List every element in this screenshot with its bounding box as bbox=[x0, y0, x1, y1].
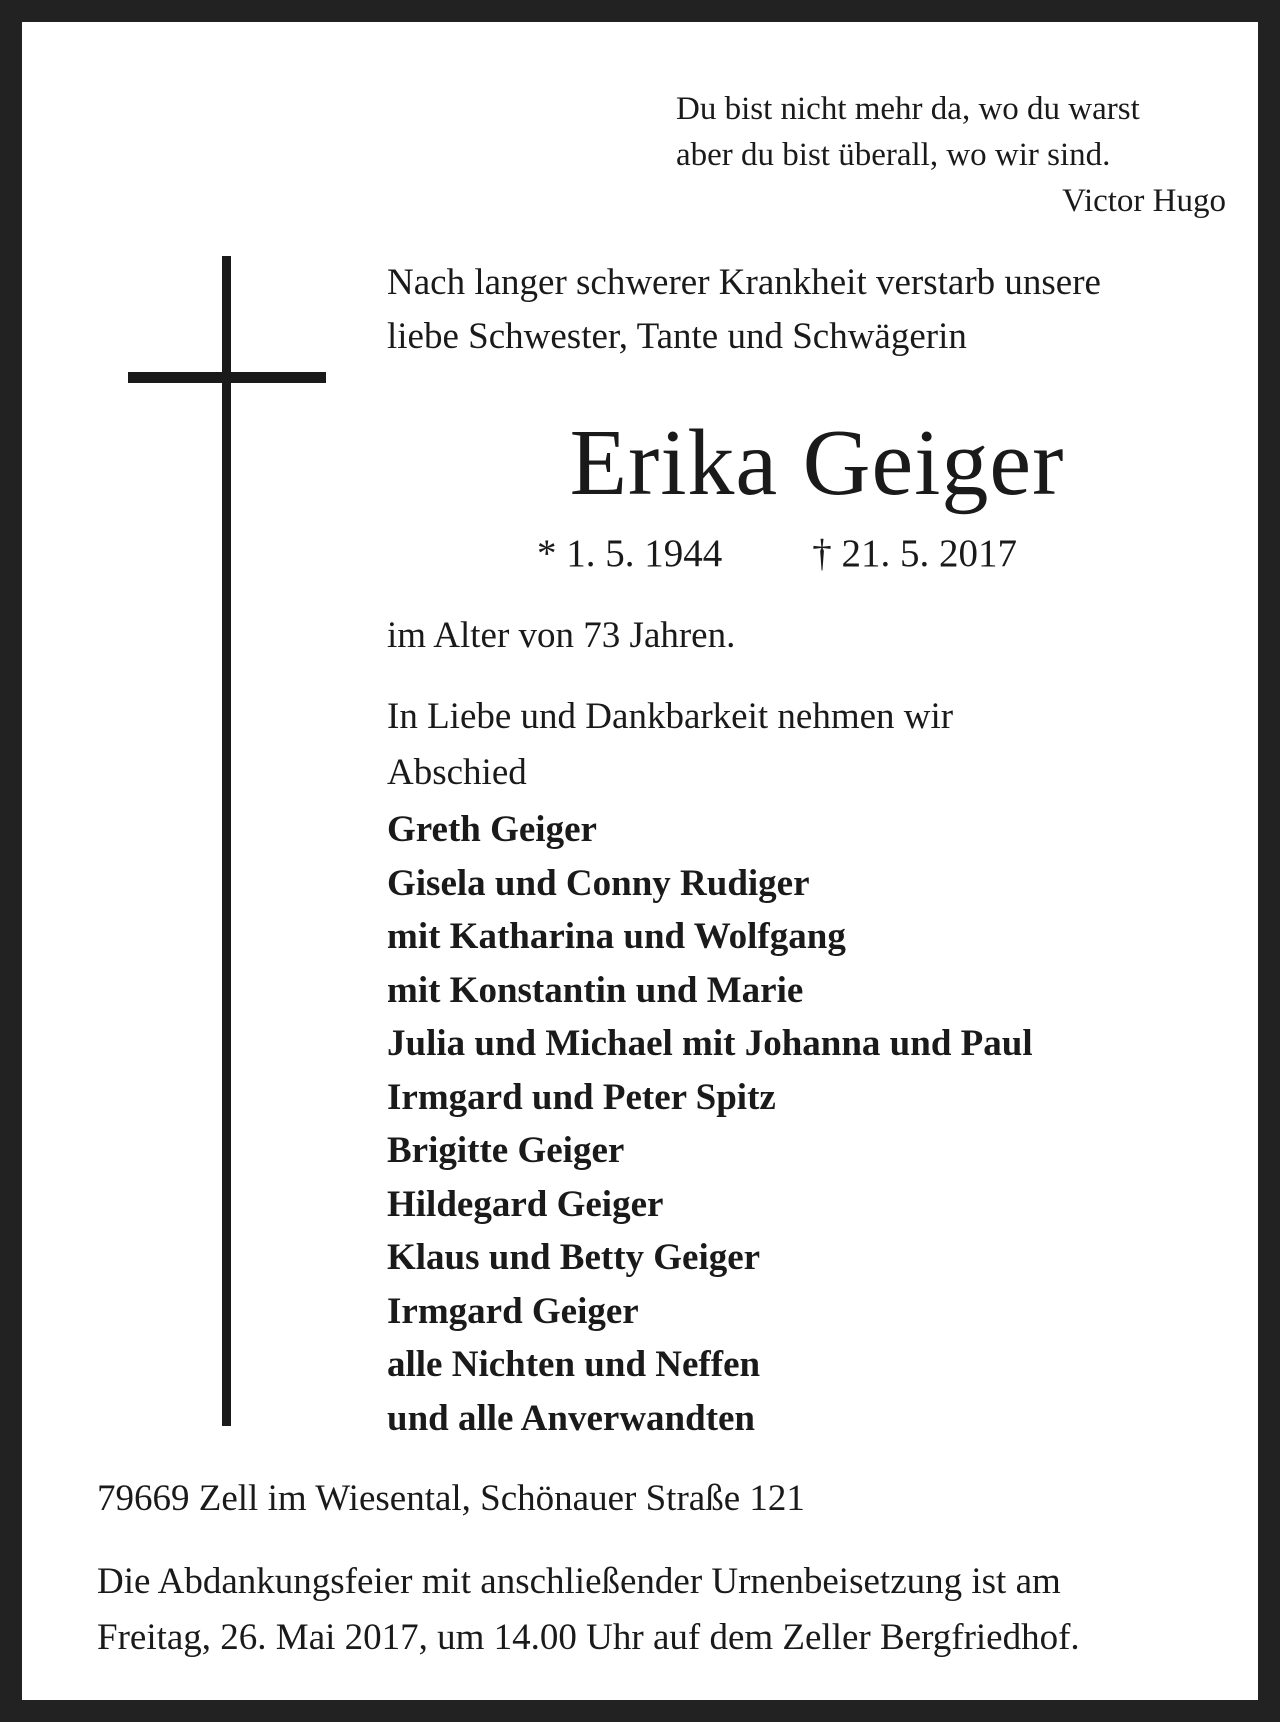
intro-line-1: Nach langer schwerer Krankheit verstarb unsere bbox=[387, 262, 1101, 303]
mourner-name: und alle Anverwandten bbox=[387, 1397, 756, 1439]
farewell-statement bbox=[387, 689, 1247, 801]
mourner-name: alle Nichten und Neffen bbox=[387, 1344, 761, 1385]
ceremony-info bbox=[97, 1554, 1237, 1666]
intro-line-2: liebe Schwester, Tante und Schwägerin bbox=[387, 316, 967, 357]
birth-date: * 1. 5. 1944 bbox=[537, 532, 723, 575]
death-date: † 21. 5. 2017 bbox=[812, 532, 1017, 575]
death-announcement-intro bbox=[387, 256, 1247, 364]
ceremony-line-2: Freitag, 26. Mai 2017, um 14.00 Uhr auf dem Zeller Bergfriedhof. bbox=[97, 1617, 1080, 1658]
cross-horizontal-bar bbox=[128, 372, 326, 383]
mourner-name: Hildegard Geiger bbox=[387, 1183, 664, 1225]
cross-vertical-bar bbox=[222, 256, 231, 1426]
mourner-name: Irmgard Geiger bbox=[387, 1290, 639, 1332]
epigraph-quote bbox=[676, 86, 1226, 224]
farewell-line-1: In Liebe und Dankbarkeit nehmen wir bbox=[387, 696, 954, 737]
deceased-name: Erika Geiger bbox=[569, 411, 1065, 515]
age-statement: im Alter von 73 Jahren. bbox=[387, 615, 736, 656]
mourner-name: Brigitte Geiger bbox=[387, 1130, 625, 1171]
ceremony-line-1: Die Abdankungsfeier mit anschließender Urnenbeisetzung ist am bbox=[97, 1561, 1061, 1602]
mourner-name: Greth Geiger bbox=[387, 809, 597, 850]
farewell-line-2: Abschied bbox=[387, 752, 527, 793]
mourner-name: mit Katharina und Wolfgang bbox=[387, 916, 846, 957]
life-dates bbox=[537, 526, 1017, 582]
quote-author: Victor Hugo bbox=[1062, 183, 1226, 219]
quote-line-2: aber du bist überall, wo wir sind. bbox=[676, 137, 1111, 173]
mourner-name: Klaus und Betty Geiger bbox=[387, 1237, 761, 1278]
mourning-address: 79669 Zell im Wiesental, Schönauer Straße 121 bbox=[97, 1478, 805, 1519]
mourner-name: mit Konstantin und Marie bbox=[387, 969, 804, 1011]
mourners-list bbox=[387, 803, 1247, 1445]
mourner-name: Gisela und Conny Rudiger bbox=[387, 862, 810, 904]
mourner-name: Irmgard und Peter Spitz bbox=[387, 1076, 776, 1118]
quote-line-1: Du bist nicht mehr da, wo du warst bbox=[676, 91, 1140, 127]
mourner-name: Julia und Michael mit Johanna und Paul bbox=[387, 1023, 1033, 1064]
